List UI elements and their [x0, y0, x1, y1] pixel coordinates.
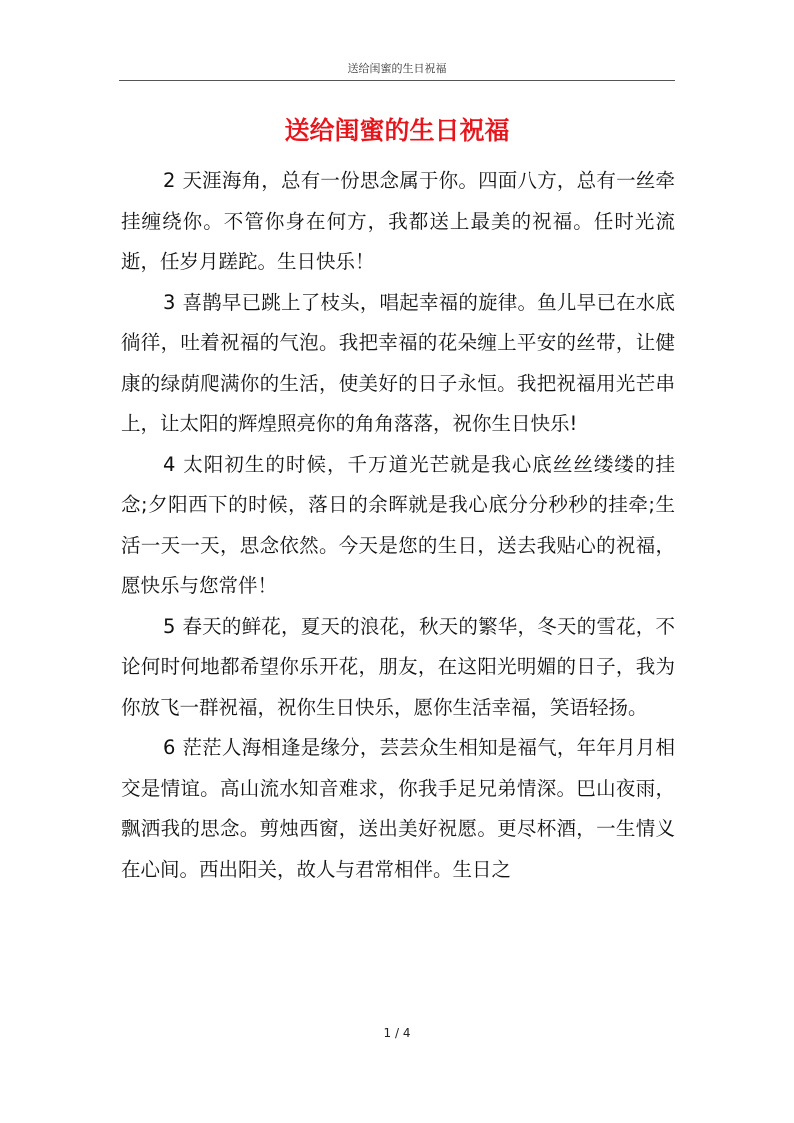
paragraph-number: 4	[163, 452, 176, 476]
paragraph-number: 2	[163, 169, 176, 192]
paragraph-number: 6	[163, 736, 176, 759]
document-body	[121, 161, 675, 890]
paragraph-text: 天涯海角，总有一份思念属于你。四面八方，总有一丝牵挂缠绕你。不管你身在何方，我都送上最美的祝福。任时光流逝，任岁月蹉跎。生日快乐！	[121, 169, 675, 273]
document-title: 送给闺蜜的生日祝福	[284, 116, 510, 145]
paragraph-number: 5	[163, 614, 176, 638]
paragraph-text: 喜鹊早已跳上了枝头，唱起幸福的旋律。鱼儿早已在水底徜徉，吐着祝福的气泡。我把幸福的花朵缠上平安的丝带，让健康的绿荫爬满你的生活，使美好的日子永恒。我把祝福用光芒串上，让太阳的辉煌照亮你的角角落落，祝你生日快乐!	[121, 290, 675, 435]
paragraph-2	[121, 161, 675, 283]
header-divider	[119, 80, 675, 81]
paragraph-text: 太阳初生的时候，千万道光芒就是我心底丝丝缕缕的挂念;夕阳西下的时候，落日的余晖就是我心底分分秒秒的挂牵;生活一天一天，思念依然。今天是您的生日，送去我贴心的祝福，愿快乐与您常伴！	[121, 452, 675, 597]
paragraph-4	[121, 445, 675, 607]
page-number: 1 / 4	[383, 1026, 411, 1040]
paragraph-text: 春天的鲜花，夏天的浪花，秋天的繁华，冬天的雪花，不论何时何地都希望你乐开花，朋友，在这阳光明媚的日子，我为你放飞一群祝福，祝你生日快乐，愿你生活幸福，笑语轻扬。	[121, 614, 675, 719]
paragraph-6	[121, 728, 675, 890]
paragraph-text: 茫茫人海相逢是缘分，芸芸众生相知是福气，年年月月相交是情谊。高山流水知音难求，你我手足兄弟情深。巴山夜雨，飘洒我的思念。剪烛西窗，送出美好祝愿。更尽杯酒，一生情义在心间。西出阳关，故人与君常相伴。生日之	[121, 736, 675, 881]
paragraph-5	[121, 607, 675, 729]
paragraph-3	[121, 283, 675, 445]
running-header: 送给闺蜜的生日祝福	[347, 62, 447, 75]
paragraph-number: 3	[163, 290, 176, 314]
